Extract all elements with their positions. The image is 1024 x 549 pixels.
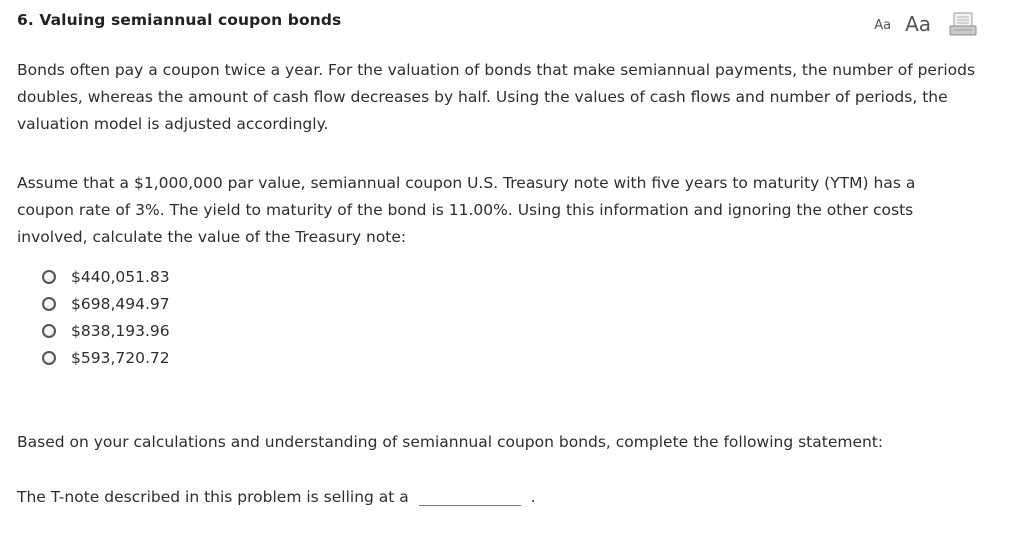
decrease-font-button[interactable]: Aa: [874, 18, 892, 33]
answer-option[interactable]: [42, 344, 170, 371]
statement-text: The T-note described in this problem is selling at a: [17, 488, 409, 506]
intro-paragraph: Bonds often pay a coupon twice a year. For the valuation of bonds that make semiannual payments, the number of periods doubles, whereas the amount of cash flow decreases by half. Using the values of cash flows and number of periods, the valuation model is adjusted accordingly.: [17, 61, 976, 133]
question-paragraph: Assume that a $1,000,000 par value, semiannual coupon U.S. Treasury note with five years to maturity (YTM) has a coupon rate of 3%. The yield to maturity of the bond is 11.00%. Using this information and ignoring the other costs involved, calculate the value of the Treasury note:: [17, 174, 916, 246]
answer-dropdown[interactable]: [419, 487, 521, 506]
statement-period: .: [530, 488, 536, 506]
answer-option[interactable]: [42, 263, 170, 290]
answer-options: [42, 263, 170, 371]
toolbar: [874, 10, 977, 36]
statement-prompt: Based on your calculations and understanding of semiannual coupon bonds, complete the following statement:: [17, 433, 884, 451]
question-title: 6. Valuing semiannual coupon bonds: [17, 11, 342, 29]
increase-font-button[interactable]: Aa: [905, 12, 931, 36]
answer-option[interactable]: [42, 290, 170, 317]
question-header: [17, 11, 1007, 35]
option-label: $698,494.97: [71, 294, 170, 313]
radio-button[interactable]: [42, 351, 56, 365]
radio-button[interactable]: [42, 324, 56, 338]
radio-button[interactable]: [42, 297, 56, 311]
option-label: $593,720.72: [71, 348, 170, 367]
option-label: $838,193.96: [71, 321, 170, 340]
fill-in-statement: [17, 484, 977, 511]
answer-option[interactable]: [42, 317, 170, 344]
radio-button[interactable]: [42, 270, 56, 284]
print-icon[interactable]: [949, 12, 977, 36]
option-label: $440,051.83: [71, 267, 170, 286]
